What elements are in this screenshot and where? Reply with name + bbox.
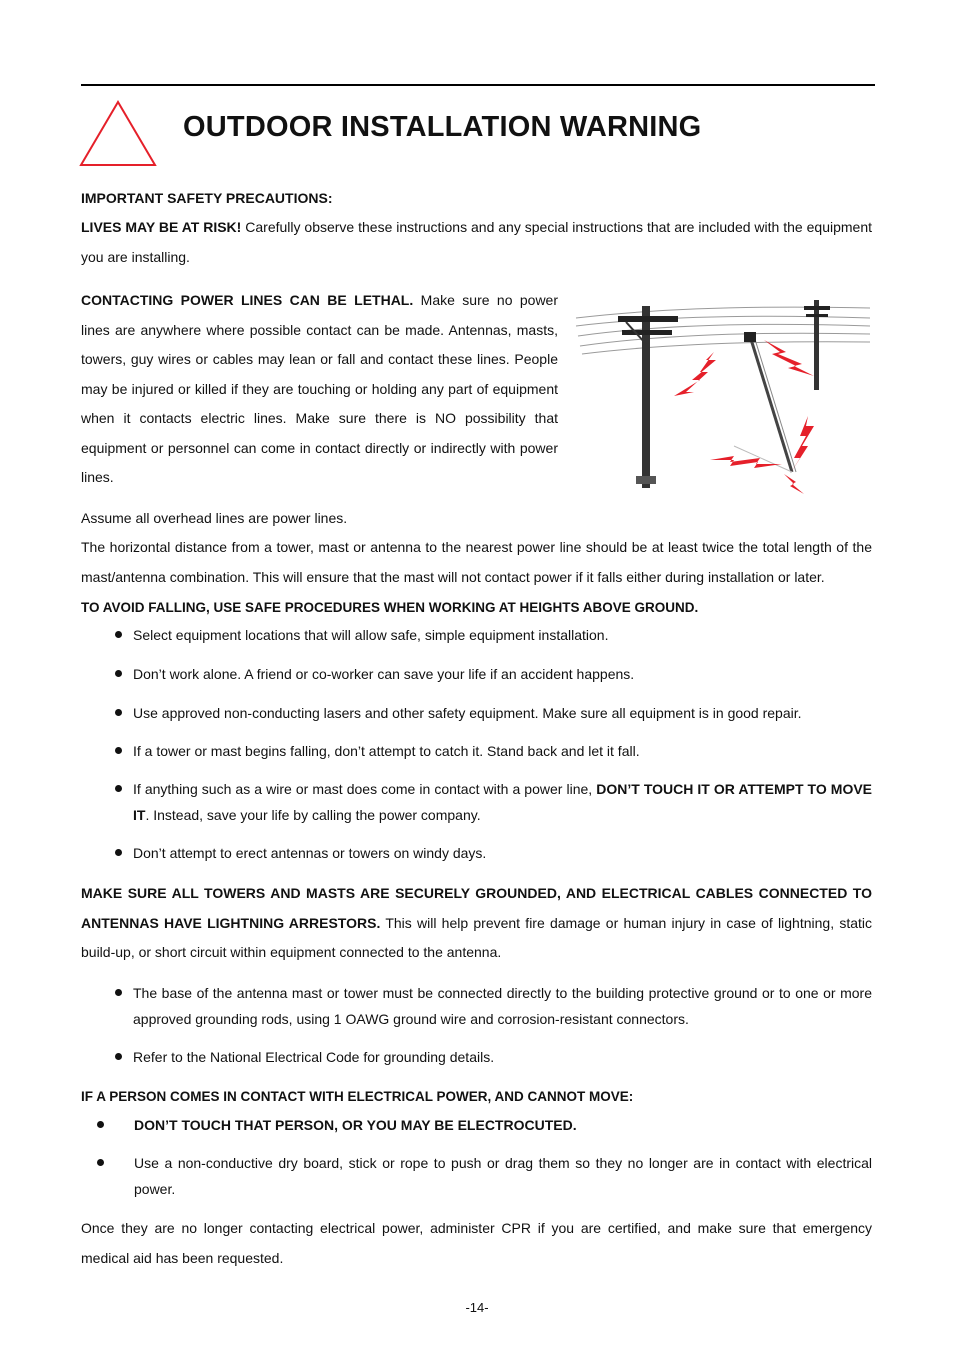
windy-bullet: Don’t attempt to erect antennas or towers on windy days. xyxy=(133,845,487,861)
lives-lead: LIVES MAY BE AT RISK! xyxy=(81,219,242,235)
assume-paragraph: Assume all overhead lines are power lines. xyxy=(81,510,348,526)
grounding-bullet: The base of the antenna mast or tower must be connected directly to the building protective ground or to one or more approved grounding rods, using 1 OAWG ground wire and corrosion-resistant connectors. xyxy=(133,985,872,1027)
falling-bullet: Select equipment locations that will allow safe, simple equipment installation. xyxy=(133,627,609,643)
bullet-dot-icon xyxy=(97,1159,104,1166)
contact-bullet-pre: If anything such as a wire or mast does come in contact with a power line, xyxy=(133,781,597,797)
person-bullet: Use a non-conductive dry board, stick or rope to push or drag them so they no longer are in contact with electrical power. xyxy=(134,1155,872,1197)
power-lines-paragraph xyxy=(81,286,558,493)
warning-triangle-icon xyxy=(79,100,157,167)
falling-bullet: Use approved non-conducting lasers and other safety equipment. Make sure all equipment is in good repair. xyxy=(133,705,802,721)
grounding-lead: MAKE SURE ALL TOWERS AND MASTS ARE SECURELY GROUNDED, AND ELECTRICAL CABLES CONNECTED TO ANTENNAS HAVE LIGHTNING ARRESTORS. xyxy=(81,885,872,931)
grounding-bullet: Refer to the National Electrical Code for grounding details. xyxy=(133,1049,495,1065)
person-contact-heading: IF A PERSON COMES IN CONTACT WITH ELECTRICAL POWER, AND CANNOT MOVE: xyxy=(81,1089,634,1104)
horizontal-distance-paragraph: The horizontal distance from a tower, mast or antenna to the nearest power line should be at least twice the total length of the mast/antenna combination. This will ensure that the mast will not contact power if it falls either during installation or later. xyxy=(81,539,872,585)
bullet-dot-icon xyxy=(97,1121,104,1128)
bullet-dot-icon xyxy=(115,670,122,677)
page-title: OUTDOOR INSTALLATION WARNING xyxy=(183,111,702,143)
bullet-dot-icon xyxy=(115,631,122,638)
bullet-dot-icon xyxy=(115,1053,122,1060)
bullet-dot-icon xyxy=(115,709,122,716)
falling-heading: TO AVOID FALLING, USE SAFE PROCEDURES WHEN WORKING AT HEIGHTS ABOVE GROUND. xyxy=(81,600,699,615)
bullet-dot-icon xyxy=(115,849,122,856)
contact-bullet-bold: DON’T TOUCH IT OR ATTEMPT TO MOVE IT xyxy=(133,781,873,823)
person-bullet: DON’T TOUCH THAT PERSON, OR YOU MAY BE ELECTROCUTED. xyxy=(134,1117,577,1133)
grounding-paragraph xyxy=(81,879,872,968)
power-line-hazard-illustration xyxy=(574,296,872,500)
page-number: -14- xyxy=(465,1300,489,1315)
bullet-dot-icon xyxy=(115,747,122,754)
header-rule xyxy=(81,84,875,86)
lives-text: Carefully observe these instructions and any special instructions that are included with the equipment you are installing. xyxy=(81,219,872,265)
lives-at-risk-paragraph xyxy=(81,213,872,272)
power-lines-lead: CONTACTING POWER LINES CAN BE LETHAL. xyxy=(81,292,414,308)
contact-bullet-post: . Instead, save your life by calling the power company. xyxy=(145,807,481,823)
bullet-dot-icon xyxy=(115,785,122,792)
bullet-dot-icon xyxy=(115,989,122,996)
power-lines-text: Make sure no power lines are anywhere where possible contact can be made. Antennas, masts, towers, guy wires or cables may lean or fall and contact these lines. People may be injured or killed if they are touching or holding any part of equipment when it contacts electric lines. Make sure there is NO possibility that equipment or personnel can come in contact directly or indirectly with power lines. xyxy=(81,292,559,485)
falling-bullet: If a tower or mast begins falling, don’t attempt to catch it. Stand back and let it fall. xyxy=(133,743,640,759)
grounding-text: This will help prevent fire damage or human injury in case of lightning, static build-up, or short circuit within equipment connected to the antenna. xyxy=(81,914,872,960)
precautions-heading: IMPORTANT SAFETY PRECAUTIONS: xyxy=(81,190,333,206)
cpr-paragraph: Once they are no longer contacting electrical power, administer CPR if you are certified, and make sure that emergency medical aid has been requested. xyxy=(81,1220,872,1266)
falling-bullet: Don’t work alone. A friend or co-worker can save your life if an accident happens. xyxy=(133,666,635,682)
contact-bullet xyxy=(133,776,872,828)
